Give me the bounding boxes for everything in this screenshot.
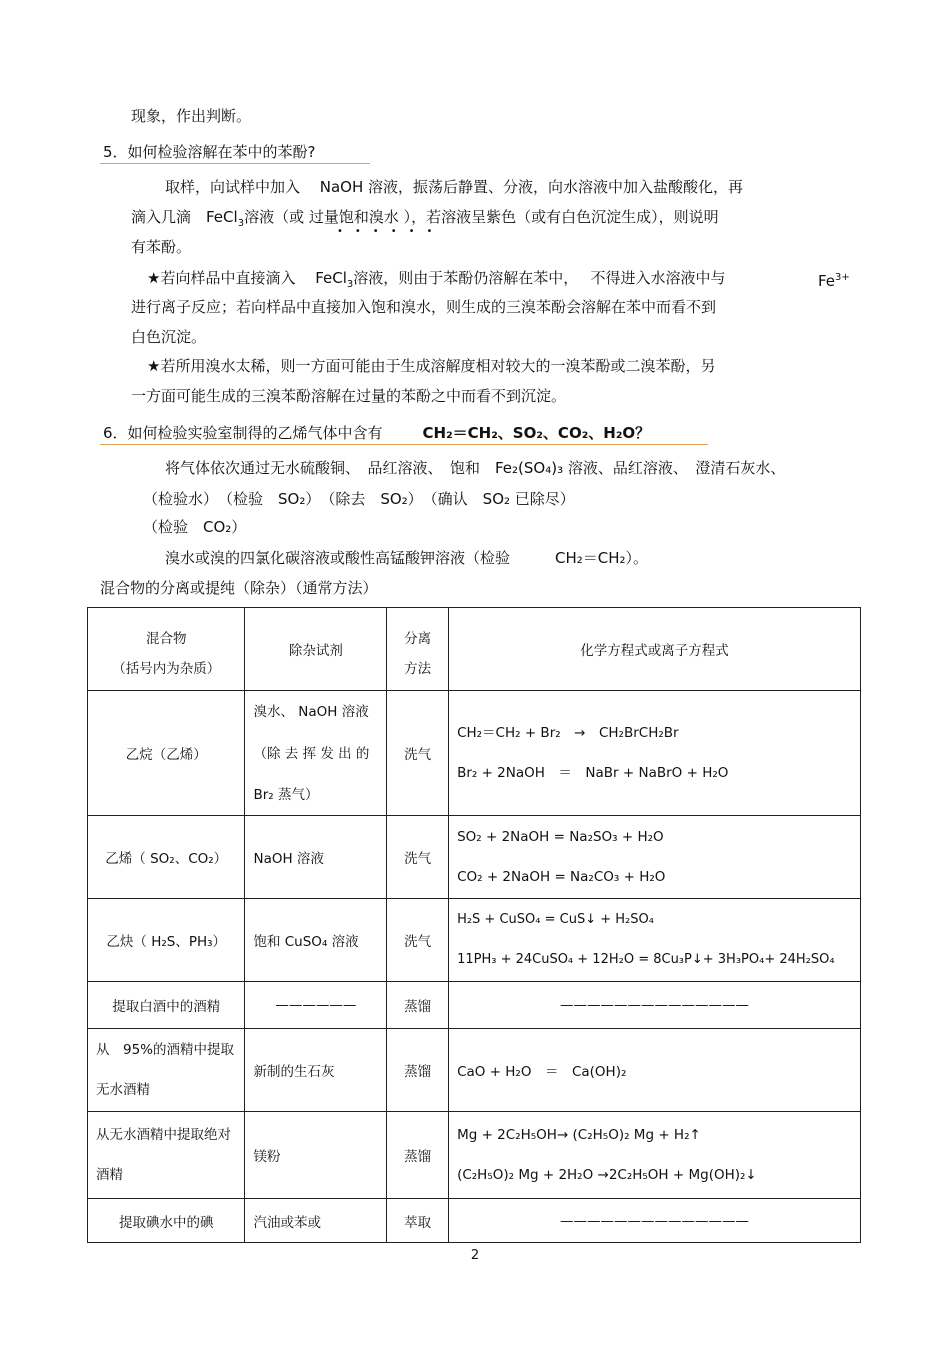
text-line: （检验水） （检验 SO₂） （除去 SO₂） （确认 SO₂ 已除尽） — [143, 490, 575, 508]
cell-method: 蒸馏 — [387, 982, 449, 1029]
cell-reagent: —————— — [245, 982, 387, 1029]
question-5-heading: 5．如何检验溶解在苯中的苯酚? — [103, 143, 316, 161]
text-span: ★若向样品中直接滴入 FeCl — [147, 269, 347, 287]
subscript: 3 — [346, 279, 354, 290]
cell-reagent: 饱和 CuSO₄ 溶液 — [245, 899, 387, 982]
header-text: （括号内为杂质） — [112, 661, 221, 677]
table-row — [88, 691, 861, 816]
cell-mixture: 乙烯（ SO₂、CO₂） — [88, 816, 245, 899]
text-line: 取样，向试样中加入 NaOH 溶液，振荡后静置、分液，向水溶液中加入盐酸酸化，再 — [165, 178, 744, 196]
heading-underline — [100, 163, 370, 164]
page-number: 2 — [470, 1248, 480, 1263]
emphasis-dots: •••••• — [337, 226, 445, 237]
text-line: 进行离子反应；若向样品中直接加入饱和溴水，则生成的三溴苯酚会溶解在苯中而看不到 — [131, 298, 717, 316]
cell-method: 蒸馏 — [387, 1112, 449, 1199]
cell-text: 溴水、 NaOH 溶液 — [253, 704, 369, 720]
emphasis-text: 过量饱和溴水 — [308, 208, 399, 226]
text-line: 将气体依次通过无水硫酸铜、 品红溶液、 饱和 Fe₂(SO₄)₃ 溶液、品红溶液、 澄清石灰水、 — [165, 459, 786, 477]
table-header — [88, 608, 861, 691]
equation-line: 11PH₃ + 24CuSO₄ + 12H₂O = 8Cu₃P↓+ 3H₃PO₄+ 24H₂SO₄ — [457, 952, 835, 967]
text-line: 现象，作出判断。 — [131, 107, 252, 125]
text-line: （检验 CO₂） — [143, 518, 247, 536]
table-row — [88, 816, 861, 899]
separation-table — [87, 607, 861, 1243]
text-line: 有苯酚。 — [131, 238, 192, 256]
header-equation: 化学方程式或离子方程式 — [449, 608, 861, 691]
subscript: 3 — [237, 218, 245, 229]
text-line: 一方面可能生成的三溴苯酚溶解在过量的苯酚之中而看不到沉淀。 — [131, 387, 567, 405]
text-span: 滴入几滴 FeCl — [131, 208, 238, 226]
cell-reagent: 镁粉 — [245, 1112, 387, 1199]
cell-equation — [449, 1112, 861, 1199]
superscript: 3+ — [835, 272, 850, 283]
header-text: 分离 — [404, 631, 432, 647]
cell-mixture: 乙烷（乙烯） — [88, 691, 245, 816]
cell-method: 洗气 — [387, 691, 449, 816]
equation-line: Mg + 2C₂H₅OH→ (C₂H₅O)₂ Mg + H₂↑ — [457, 1127, 701, 1143]
text-span: 溶液，则由于苯酚仍溶解在苯中， 不得进入水溶液中与 — [353, 269, 726, 287]
equation-line: Br₂ + 2NaOH ＝ NaBr + NaBrO + H₂O — [457, 765, 729, 781]
cell-equation: CaO + H₂O ＝ Ca(OH)₂ — [449, 1029, 861, 1112]
cell-text: Br₂ 蒸气） — [253, 787, 319, 803]
cell-method: 洗气 — [387, 816, 449, 899]
header-text: 方法 — [404, 661, 432, 677]
equation-line: (C₂H₅O)₂ Mg + 2H₂O →2C₂H₅OH + Mg(OH)₂↓ — [457, 1167, 757, 1183]
cell-reagent — [245, 691, 387, 816]
cell-method: 洗气 — [387, 899, 449, 982]
header-method — [387, 608, 449, 691]
cell-mixture: 提取白酒中的酒精 — [88, 982, 245, 1029]
formula-text: CH₂＝CH₂、SO₂、CO₂、H₂O？ — [422, 424, 651, 442]
text-span: 溶液（或 — [244, 208, 305, 226]
text-span: 6．如何检验实验室制得的乙烯气体中含有 — [103, 424, 383, 442]
question-6-heading — [103, 423, 650, 443]
cell-text: （除 去 挥 发 出 的 — [253, 746, 370, 762]
cell-method: 蒸馏 — [387, 1029, 449, 1112]
cell-equation: —————————————— — [449, 1199, 861, 1243]
cell-mixture: 从 95%的酒精中提取无水酒精 — [88, 1029, 245, 1112]
table-row — [88, 899, 861, 982]
text-line: 溴水或溴的四氯化碳溶液或酸性高锰酸钾溶液（检验 CH₂＝CH₂）。 — [165, 549, 649, 567]
cell-equation — [449, 899, 861, 982]
cell-reagent: 汽油或苯或 — [245, 1199, 387, 1243]
equation-line: CH₂＝CH₂ + Br₂ → CH₂BrCH₂Br — [457, 725, 679, 741]
text-line: 白色沉淀。 — [131, 328, 207, 346]
text-line — [818, 268, 850, 291]
cell-mixture: 从无水酒精中提取绝对酒精 — [88, 1112, 245, 1199]
text-span: ），若溶液呈紫色（或有白色沉淀生成），则说明 — [403, 208, 719, 226]
equation-line: CO₂ + 2NaOH = Na₂CO₃ + H₂O — [457, 869, 666, 885]
note-line: ★若所用溴水太稀，则一方面可能由于生成溶解度相对较大的一溴苯酚或二溴苯酚，另 — [147, 357, 716, 375]
equation-line: H₂S + CuSO₄ = CuS↓ + H₂SO₄ — [457, 912, 654, 927]
cell-reagent: NaOH 溶液 — [245, 816, 387, 899]
heading-underline — [100, 444, 708, 445]
note-line — [147, 268, 726, 295]
cell-equation: —————————————— — [449, 982, 861, 1029]
cell-method: 萃取 — [387, 1199, 449, 1243]
cell-equation — [449, 816, 861, 899]
table-row — [88, 1199, 861, 1243]
equation-line: SO₂ + 2NaOH = Na₂SO₃ + H₂O — [457, 829, 664, 845]
header-mixture — [88, 608, 245, 691]
table-row — [88, 1112, 861, 1199]
header-reagent: 除杂试剂 — [245, 608, 387, 691]
text-span: Fe — [818, 272, 836, 290]
table-row — [88, 982, 861, 1029]
cell-equation — [449, 691, 861, 816]
table-row — [88, 1029, 861, 1112]
header-text: 混合物 — [145, 631, 187, 647]
cell-mixture: 提取碘水中的碘 — [88, 1199, 245, 1243]
section-title: 混合物的分离或提纯（除杂）（通常方法） — [100, 579, 378, 597]
cell-reagent: 新制的生石灰 — [245, 1029, 387, 1112]
cell-mixture: 乙炔（ H₂S、PH₃） — [88, 899, 245, 982]
